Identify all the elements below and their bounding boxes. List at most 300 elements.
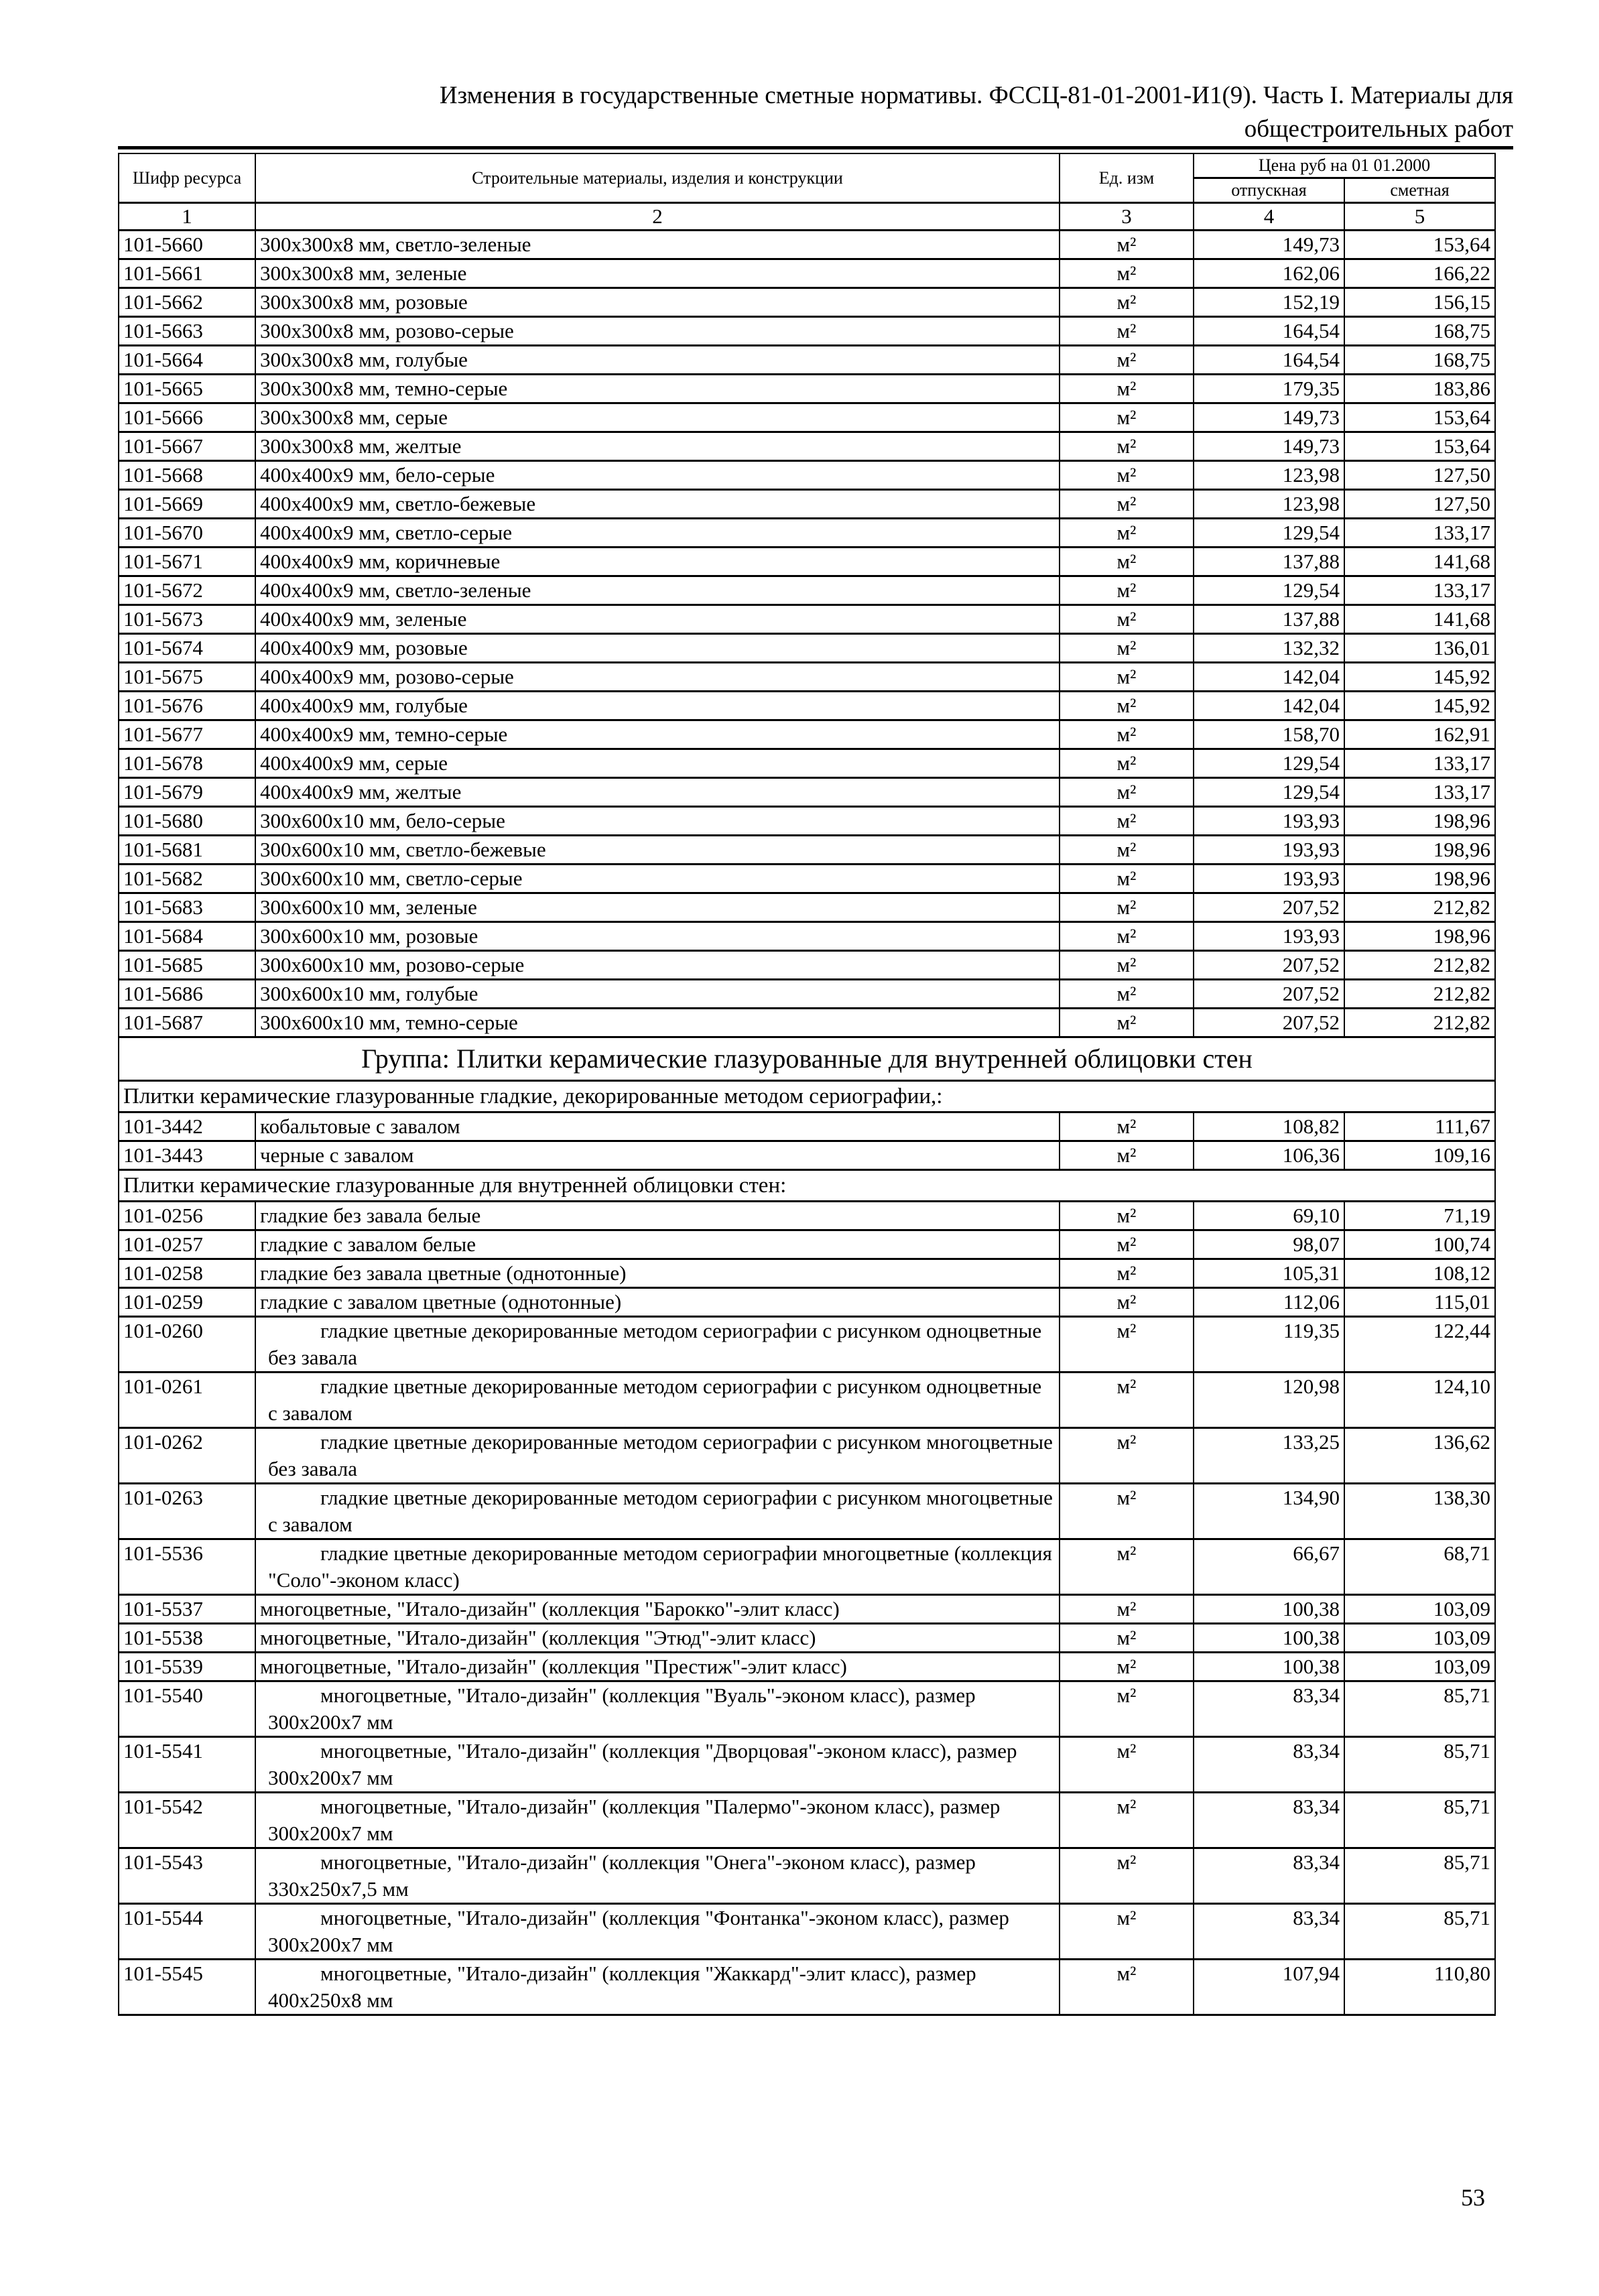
material-description: многоцветные, "Итало-дизайн" (коллекция "Жаккард"-элит класс), размер 400x250x8 мм bbox=[255, 1960, 1060, 2015]
release-price: 164,54 bbox=[1194, 317, 1344, 346]
unit-of-measure: м² bbox=[1060, 1960, 1194, 2015]
resource-code: 101-0259 bbox=[119, 1288, 255, 1317]
estimate-price: 145,92 bbox=[1344, 692, 1495, 720]
estimate-price: 198,96 bbox=[1344, 865, 1495, 893]
resource-code: 101-5672 bbox=[119, 576, 255, 605]
estimate-price: 127,50 bbox=[1344, 461, 1495, 490]
estimate-price: 153,64 bbox=[1344, 432, 1495, 461]
group-title-row bbox=[119, 1037, 1495, 1081]
material-description: 400x400x9 мм, серые bbox=[255, 749, 1060, 778]
table-row bbox=[119, 980, 1495, 1009]
estimate-price: 108,12 bbox=[1344, 1259, 1495, 1288]
estimate-price: 153,64 bbox=[1344, 231, 1495, 259]
table-row bbox=[119, 432, 1495, 461]
material-description: гладкие без завала цветные (однотонные) bbox=[255, 1259, 1060, 1288]
estimate-price: 198,96 bbox=[1344, 836, 1495, 865]
release-price: 142,04 bbox=[1194, 692, 1344, 720]
material-description: 300x300x8 мм, розово-серые bbox=[255, 317, 1060, 346]
estimate-price: 133,17 bbox=[1344, 576, 1495, 605]
material-description: 300x300x8 мм, темно-серые bbox=[255, 375, 1060, 403]
material-description: 400x400x9 мм, бело-серые bbox=[255, 461, 1060, 490]
table-row bbox=[119, 1904, 1495, 1960]
material-description: 300x300x8 мм, светло-зеленые bbox=[255, 231, 1060, 259]
estimate-price: 68,71 bbox=[1344, 1539, 1495, 1595]
estimate-price: 141,68 bbox=[1344, 548, 1495, 576]
unit-of-measure: м² bbox=[1060, 1259, 1194, 1288]
material-description: черные с завалом bbox=[255, 1141, 1060, 1170]
header-description: Строительные материалы, изделия и конструкции bbox=[255, 153, 1060, 203]
price-table bbox=[118, 153, 1496, 2016]
table-row bbox=[119, 1653, 1495, 1681]
header-unit: Ед. изм bbox=[1060, 153, 1194, 203]
header-price-group: Цена руб на 01 01.2000 bbox=[1194, 153, 1495, 178]
estimate-price: 136,01 bbox=[1344, 634, 1495, 663]
group-title: Группа: Плитки керамические глазурованные для внутренней облицовки стен bbox=[119, 1037, 1495, 1081]
unit-of-measure: м² bbox=[1060, 1624, 1194, 1653]
resource-code: 101-0257 bbox=[119, 1230, 255, 1259]
table-row bbox=[119, 519, 1495, 548]
column-number: 2 bbox=[255, 203, 1060, 231]
release-price: 179,35 bbox=[1194, 375, 1344, 403]
estimate-price: 212,82 bbox=[1344, 1009, 1495, 1037]
estimate-price: 183,86 bbox=[1344, 375, 1495, 403]
release-price: 149,73 bbox=[1194, 231, 1344, 259]
table-row bbox=[119, 749, 1495, 778]
estimate-price: 85,71 bbox=[1344, 1681, 1495, 1737]
table-row bbox=[119, 548, 1495, 576]
page-number: 53 bbox=[1461, 2184, 1485, 2211]
resource-code: 101-0263 bbox=[119, 1484, 255, 1539]
table-row bbox=[119, 1317, 1495, 1373]
unit-of-measure: м² bbox=[1060, 836, 1194, 865]
estimate-price: 198,96 bbox=[1344, 807, 1495, 836]
unit-of-measure: м² bbox=[1060, 778, 1194, 807]
resource-code: 101-5537 bbox=[119, 1595, 255, 1624]
estimate-price: 133,17 bbox=[1344, 519, 1495, 548]
unit-of-measure: м² bbox=[1060, 519, 1194, 548]
table-row bbox=[119, 1848, 1495, 1904]
estimate-price: 127,50 bbox=[1344, 490, 1495, 519]
release-price: 207,52 bbox=[1194, 1009, 1344, 1037]
estimate-price: 138,30 bbox=[1344, 1484, 1495, 1539]
resource-code: 101-5661 bbox=[119, 259, 255, 288]
resource-code: 101-5671 bbox=[119, 548, 255, 576]
material-description: 300x300x8 мм, голубые bbox=[255, 346, 1060, 375]
header-price-estimate: сметная bbox=[1344, 178, 1495, 203]
table-row bbox=[119, 1428, 1495, 1484]
release-price: 66,67 bbox=[1194, 1539, 1344, 1595]
unit-of-measure: м² bbox=[1060, 1202, 1194, 1230]
unit-of-measure: м² bbox=[1060, 605, 1194, 634]
estimate-price: 103,09 bbox=[1344, 1624, 1495, 1653]
unit-of-measure: м² bbox=[1060, 1317, 1194, 1373]
unit-of-measure: м² bbox=[1060, 865, 1194, 893]
header-code: Шифр ресурса bbox=[119, 153, 255, 203]
column-number: 4 bbox=[1194, 203, 1344, 231]
unit-of-measure: м² bbox=[1060, 1653, 1194, 1681]
release-price: 106,36 bbox=[1194, 1141, 1344, 1170]
unit-of-measure: м² bbox=[1060, 1373, 1194, 1428]
resource-code: 101-5663 bbox=[119, 317, 255, 346]
material-description: 300x600x10 мм, голубые bbox=[255, 980, 1060, 1009]
release-price: 100,38 bbox=[1194, 1653, 1344, 1681]
material-description: 400x400x9 мм, коричневые bbox=[255, 548, 1060, 576]
unit-of-measure: м² bbox=[1060, 951, 1194, 980]
release-price: 108,82 bbox=[1194, 1112, 1344, 1141]
resource-code: 101-5665 bbox=[119, 375, 255, 403]
release-price: 193,93 bbox=[1194, 922, 1344, 951]
unit-of-measure: м² bbox=[1060, 548, 1194, 576]
resource-code: 101-5666 bbox=[119, 403, 255, 432]
release-price: 158,70 bbox=[1194, 720, 1344, 749]
estimate-price: 133,17 bbox=[1344, 778, 1495, 807]
estimate-price: 198,96 bbox=[1344, 922, 1495, 951]
table-row bbox=[119, 317, 1495, 346]
material-description: гладкие с завалом белые bbox=[255, 1230, 1060, 1259]
release-price: 129,54 bbox=[1194, 749, 1344, 778]
table-row bbox=[119, 1230, 1495, 1259]
unit-of-measure: м² bbox=[1060, 1848, 1194, 1904]
resource-code: 101-5676 bbox=[119, 692, 255, 720]
estimate-price: 168,75 bbox=[1344, 346, 1495, 375]
subgroup-title: Плитки керамические глазурованные для внутренней облицовки стен: bbox=[119, 1170, 1495, 1202]
estimate-price: 85,71 bbox=[1344, 1848, 1495, 1904]
material-description: 400x400x9 мм, зеленые bbox=[255, 605, 1060, 634]
material-description: гладкие цветные декорированные методом сериографии с рисунком многоцветные с завалом bbox=[255, 1484, 1060, 1539]
unit-of-measure: м² bbox=[1060, 1230, 1194, 1259]
unit-of-measure: м² bbox=[1060, 1141, 1194, 1170]
table-row bbox=[119, 1484, 1495, 1539]
table-row bbox=[119, 1681, 1495, 1737]
release-price: 133,25 bbox=[1194, 1428, 1344, 1484]
release-price: 83,34 bbox=[1194, 1737, 1344, 1793]
release-price: 162,06 bbox=[1194, 259, 1344, 288]
release-price: 69,10 bbox=[1194, 1202, 1344, 1230]
estimate-price: 212,82 bbox=[1344, 980, 1495, 1009]
table-row bbox=[119, 1539, 1495, 1595]
column-number: 5 bbox=[1344, 203, 1495, 231]
table-row bbox=[119, 893, 1495, 922]
table-row bbox=[119, 375, 1495, 403]
material-description: 300x300x8 мм, розовые bbox=[255, 288, 1060, 317]
material-description: многоцветные, "Итало-дизайн" (коллекция "Палермо"-эконом класс), размер 300x200x7 мм bbox=[255, 1793, 1060, 1848]
estimate-price: 156,15 bbox=[1344, 288, 1495, 317]
resource-code: 101-5681 bbox=[119, 836, 255, 865]
unit-of-measure: м² bbox=[1060, 1112, 1194, 1141]
release-price: 107,94 bbox=[1194, 1960, 1344, 2015]
unit-of-measure: м² bbox=[1060, 259, 1194, 288]
estimate-price: 136,62 bbox=[1344, 1428, 1495, 1484]
release-price: 142,04 bbox=[1194, 663, 1344, 692]
table-row bbox=[119, 1141, 1495, 1170]
table-row bbox=[119, 1202, 1495, 1230]
release-price: 207,52 bbox=[1194, 951, 1344, 980]
table-row bbox=[119, 1595, 1495, 1624]
release-price: 129,54 bbox=[1194, 519, 1344, 548]
resource-code: 101-5673 bbox=[119, 605, 255, 634]
release-price: 83,34 bbox=[1194, 1848, 1344, 1904]
estimate-price: 122,44 bbox=[1344, 1317, 1495, 1373]
material-description: 400x400x9 мм, светло-зеленые bbox=[255, 576, 1060, 605]
material-description: 400x400x9 мм, голубые bbox=[255, 692, 1060, 720]
material-description: 400x400x9 мм, желтые bbox=[255, 778, 1060, 807]
table-header-row bbox=[119, 153, 1495, 178]
unit-of-measure: м² bbox=[1060, 634, 1194, 663]
release-price: 83,34 bbox=[1194, 1681, 1344, 1737]
column-number-row bbox=[119, 203, 1495, 231]
resource-code: 101-5686 bbox=[119, 980, 255, 1009]
unit-of-measure: м² bbox=[1060, 432, 1194, 461]
resource-code: 101-5678 bbox=[119, 749, 255, 778]
resource-code: 101-0262 bbox=[119, 1428, 255, 1484]
table-row bbox=[119, 836, 1495, 865]
subgroup-title-row bbox=[119, 1170, 1495, 1202]
document-header bbox=[118, 79, 1513, 146]
estimate-price: 103,09 bbox=[1344, 1595, 1495, 1624]
unit-of-measure: м² bbox=[1060, 1904, 1194, 1960]
unit-of-measure: м² bbox=[1060, 1009, 1194, 1037]
unit-of-measure: м² bbox=[1060, 1428, 1194, 1484]
material-description: 300x600x10 мм, бело-серые bbox=[255, 807, 1060, 836]
release-price: 207,52 bbox=[1194, 893, 1344, 922]
unit-of-measure: м² bbox=[1060, 1595, 1194, 1624]
resource-code: 101-5538 bbox=[119, 1624, 255, 1653]
material-description: многоцветные, "Итало-дизайн" (коллекция "Этюд"-элит класс) bbox=[255, 1624, 1060, 1653]
table-row bbox=[119, 778, 1495, 807]
release-price: 193,93 bbox=[1194, 865, 1344, 893]
resource-code: 101-5677 bbox=[119, 720, 255, 749]
table-row bbox=[119, 1960, 1495, 2015]
estimate-price: 110,80 bbox=[1344, 1960, 1495, 2015]
material-description: многоцветные, "Итало-дизайн" (коллекция "Вуаль"-эконом класс), размер 300x200x7 мм bbox=[255, 1681, 1060, 1737]
resource-code: 101-5540 bbox=[119, 1681, 255, 1737]
release-price: 98,07 bbox=[1194, 1230, 1344, 1259]
unit-of-measure: м² bbox=[1060, 893, 1194, 922]
material-description: гладкие без завала белые bbox=[255, 1202, 1060, 1230]
release-price: 129,54 bbox=[1194, 576, 1344, 605]
resource-code: 101-5682 bbox=[119, 865, 255, 893]
material-description: 300x600x10 мм, светло-серые bbox=[255, 865, 1060, 893]
unit-of-measure: м² bbox=[1060, 288, 1194, 317]
table-row bbox=[119, 403, 1495, 432]
resource-code: 101-3442 bbox=[119, 1112, 255, 1141]
estimate-price: 85,71 bbox=[1344, 1904, 1495, 1960]
release-price: 134,90 bbox=[1194, 1484, 1344, 1539]
table-row bbox=[119, 1624, 1495, 1653]
unit-of-measure: м² bbox=[1060, 461, 1194, 490]
table-row bbox=[119, 259, 1495, 288]
material-description: многоцветные, "Итало-дизайн" (коллекция "Дворцовая"-эконом класс), размер 300x200x7 мм bbox=[255, 1737, 1060, 1793]
release-price: 105,31 bbox=[1194, 1259, 1344, 1288]
resource-code: 101-5664 bbox=[119, 346, 255, 375]
unit-of-measure: м² bbox=[1060, 375, 1194, 403]
table-row bbox=[119, 231, 1495, 259]
unit-of-measure: м² bbox=[1060, 922, 1194, 951]
estimate-price: 212,82 bbox=[1344, 951, 1495, 980]
resource-code: 101-3443 bbox=[119, 1141, 255, 1170]
estimate-price: 85,71 bbox=[1344, 1737, 1495, 1793]
material-description: 400x400x9 мм, светло-серые bbox=[255, 519, 1060, 548]
release-price: 120,98 bbox=[1194, 1373, 1344, 1428]
resource-code: 101-0258 bbox=[119, 1259, 255, 1288]
release-price: 83,34 bbox=[1194, 1904, 1344, 1960]
material-description: 300x600x10 мм, светло-бежевые bbox=[255, 836, 1060, 865]
header-line-2: общестроительных работ bbox=[1244, 115, 1513, 143]
estimate-price: 141,68 bbox=[1344, 605, 1495, 634]
unit-of-measure: м² bbox=[1060, 1288, 1194, 1317]
resource-code: 101-5542 bbox=[119, 1793, 255, 1848]
release-price: 149,73 bbox=[1194, 403, 1344, 432]
material-description: 300x600x10 мм, розово-серые bbox=[255, 951, 1060, 980]
resource-code: 101-5536 bbox=[119, 1539, 255, 1595]
resource-code: 101-5662 bbox=[119, 288, 255, 317]
estimate-price: 124,10 bbox=[1344, 1373, 1495, 1428]
release-price: 123,98 bbox=[1194, 490, 1344, 519]
material-description: кобальтовые с завалом bbox=[255, 1112, 1060, 1141]
resource-code: 101-5687 bbox=[119, 1009, 255, 1037]
material-description: 400x400x9 мм, розовые bbox=[255, 634, 1060, 663]
table-row bbox=[119, 346, 1495, 375]
material-description: многоцветные, "Итало-дизайн" (коллекция "Барокко"-элит класс) bbox=[255, 1595, 1060, 1624]
estimate-price: 85,71 bbox=[1344, 1793, 1495, 1848]
material-description: 400x400x9 мм, розово-серые bbox=[255, 663, 1060, 692]
release-price: 193,93 bbox=[1194, 807, 1344, 836]
material-description: 300x600x10 мм, зеленые bbox=[255, 893, 1060, 922]
table-row bbox=[119, 461, 1495, 490]
material-description: гладкие цветные декорированные методом сериографии с рисунком многоцветные без завала bbox=[255, 1428, 1060, 1484]
resource-code: 101-5684 bbox=[119, 922, 255, 951]
release-price: 207,52 bbox=[1194, 980, 1344, 1009]
release-price: 137,88 bbox=[1194, 605, 1344, 634]
resource-code: 101-5545 bbox=[119, 1960, 255, 2015]
table-row bbox=[119, 951, 1495, 980]
unit-of-measure: м² bbox=[1060, 346, 1194, 375]
resource-code: 101-5675 bbox=[119, 663, 255, 692]
estimate-price: 162,91 bbox=[1344, 720, 1495, 749]
material-description: 400x400x9 мм, темно-серые bbox=[255, 720, 1060, 749]
unit-of-measure: м² bbox=[1060, 663, 1194, 692]
unit-of-measure: м² bbox=[1060, 1539, 1194, 1595]
estimate-price: 115,01 bbox=[1344, 1288, 1495, 1317]
subgroup-title: Плитки керамические глазурованные гладкие, декорированные методом сериографии,: bbox=[119, 1081, 1495, 1112]
material-description: гладкие цветные декорированные методом сериографии с рисунком одноцветные без завала bbox=[255, 1317, 1060, 1373]
estimate-price: 103,09 bbox=[1344, 1653, 1495, 1681]
estimate-price: 212,82 bbox=[1344, 893, 1495, 922]
resource-code: 101-5668 bbox=[119, 461, 255, 490]
table-row bbox=[119, 1259, 1495, 1288]
estimate-price: 168,75 bbox=[1344, 317, 1495, 346]
release-price: 164,54 bbox=[1194, 346, 1344, 375]
unit-of-measure: м² bbox=[1060, 807, 1194, 836]
resource-code: 101-5679 bbox=[119, 778, 255, 807]
resource-code: 101-5660 bbox=[119, 231, 255, 259]
table-row bbox=[119, 1373, 1495, 1428]
table-row bbox=[119, 1288, 1495, 1317]
release-price: 112,06 bbox=[1194, 1288, 1344, 1317]
table-row bbox=[119, 1009, 1495, 1037]
unit-of-measure: м² bbox=[1060, 576, 1194, 605]
estimate-price: 145,92 bbox=[1344, 663, 1495, 692]
release-price: 100,38 bbox=[1194, 1624, 1344, 1653]
column-number: 3 bbox=[1060, 203, 1194, 231]
release-price: 119,35 bbox=[1194, 1317, 1344, 1373]
resource-code: 101-5683 bbox=[119, 893, 255, 922]
estimate-price: 153,64 bbox=[1344, 403, 1495, 432]
material-description: гладкие с завалом цветные (однотонные) bbox=[255, 1288, 1060, 1317]
resource-code: 101-5667 bbox=[119, 432, 255, 461]
release-price: 123,98 bbox=[1194, 461, 1344, 490]
material-description: гладкие цветные декорированные методом сериографии с рисунком одноцветные с завалом bbox=[255, 1373, 1060, 1428]
table-row bbox=[119, 692, 1495, 720]
unit-of-measure: м² bbox=[1060, 1484, 1194, 1539]
estimate-price: 100,74 bbox=[1344, 1230, 1495, 1259]
table-row bbox=[119, 288, 1495, 317]
unit-of-measure: м² bbox=[1060, 980, 1194, 1009]
unit-of-measure: м² bbox=[1060, 1681, 1194, 1737]
release-price: 193,93 bbox=[1194, 836, 1344, 865]
subgroup-title-row bbox=[119, 1081, 1495, 1112]
table-row bbox=[119, 576, 1495, 605]
table-row bbox=[119, 605, 1495, 634]
table-row bbox=[119, 1793, 1495, 1848]
estimate-price: 166,22 bbox=[1344, 259, 1495, 288]
release-price: 149,73 bbox=[1194, 432, 1344, 461]
material-description: многоцветные, "Итало-дизайн" (коллекция "Фонтанка"-эконом класс), размер 300x200x7 мм bbox=[255, 1904, 1060, 1960]
table-row bbox=[119, 1112, 1495, 1141]
unit-of-measure: м² bbox=[1060, 490, 1194, 519]
material-description: 300x600x10 мм, темно-серые bbox=[255, 1009, 1060, 1037]
release-price: 129,54 bbox=[1194, 778, 1344, 807]
unit-of-measure: м² bbox=[1060, 749, 1194, 778]
table-row bbox=[119, 865, 1495, 893]
table-row bbox=[119, 490, 1495, 519]
resource-code: 101-5680 bbox=[119, 807, 255, 836]
resource-code: 101-5669 bbox=[119, 490, 255, 519]
release-price: 152,19 bbox=[1194, 288, 1344, 317]
header-line-1: Изменения в государственные сметные нормативы. ФССЦ-81-01-2001-И1(9). Часть I. Материалы для bbox=[439, 82, 1513, 109]
resource-code: 101-5539 bbox=[119, 1653, 255, 1681]
resource-code: 101-0260 bbox=[119, 1317, 255, 1373]
estimate-price: 71,19 bbox=[1344, 1202, 1495, 1230]
resource-code: 101-0256 bbox=[119, 1202, 255, 1230]
resource-code: 101-5674 bbox=[119, 634, 255, 663]
header-price-release: отпускная bbox=[1194, 178, 1344, 203]
unit-of-measure: м² bbox=[1060, 692, 1194, 720]
resource-code: 101-0261 bbox=[119, 1373, 255, 1428]
resource-code: 101-5670 bbox=[119, 519, 255, 548]
table-row bbox=[119, 922, 1495, 951]
unit-of-measure: м² bbox=[1060, 1793, 1194, 1848]
column-number: 1 bbox=[119, 203, 255, 231]
table-row bbox=[119, 720, 1495, 749]
estimate-price: 133,17 bbox=[1344, 749, 1495, 778]
material-description: многоцветные, "Итало-дизайн" (коллекция "Онега"-эконом класс), размер 330x250x7,5 мм bbox=[255, 1848, 1060, 1904]
unit-of-measure: м² bbox=[1060, 231, 1194, 259]
material-description: 300x300x8 мм, зеленые bbox=[255, 259, 1060, 288]
resource-code: 101-5685 bbox=[119, 951, 255, 980]
release-price: 83,34 bbox=[1194, 1793, 1344, 1848]
estimate-price: 111,67 bbox=[1344, 1112, 1495, 1141]
table-row bbox=[119, 807, 1495, 836]
estimate-price: 109,16 bbox=[1344, 1141, 1495, 1170]
unit-of-measure: м² bbox=[1060, 720, 1194, 749]
material-description: многоцветные, "Итало-дизайн" (коллекция "Престиж"-элит класс) bbox=[255, 1653, 1060, 1681]
release-price: 137,88 bbox=[1194, 548, 1344, 576]
release-price: 100,38 bbox=[1194, 1595, 1344, 1624]
resource-code: 101-5544 bbox=[119, 1904, 255, 1960]
unit-of-measure: м² bbox=[1060, 1737, 1194, 1793]
material-description: 300x300x8 мм, желтые bbox=[255, 432, 1060, 461]
